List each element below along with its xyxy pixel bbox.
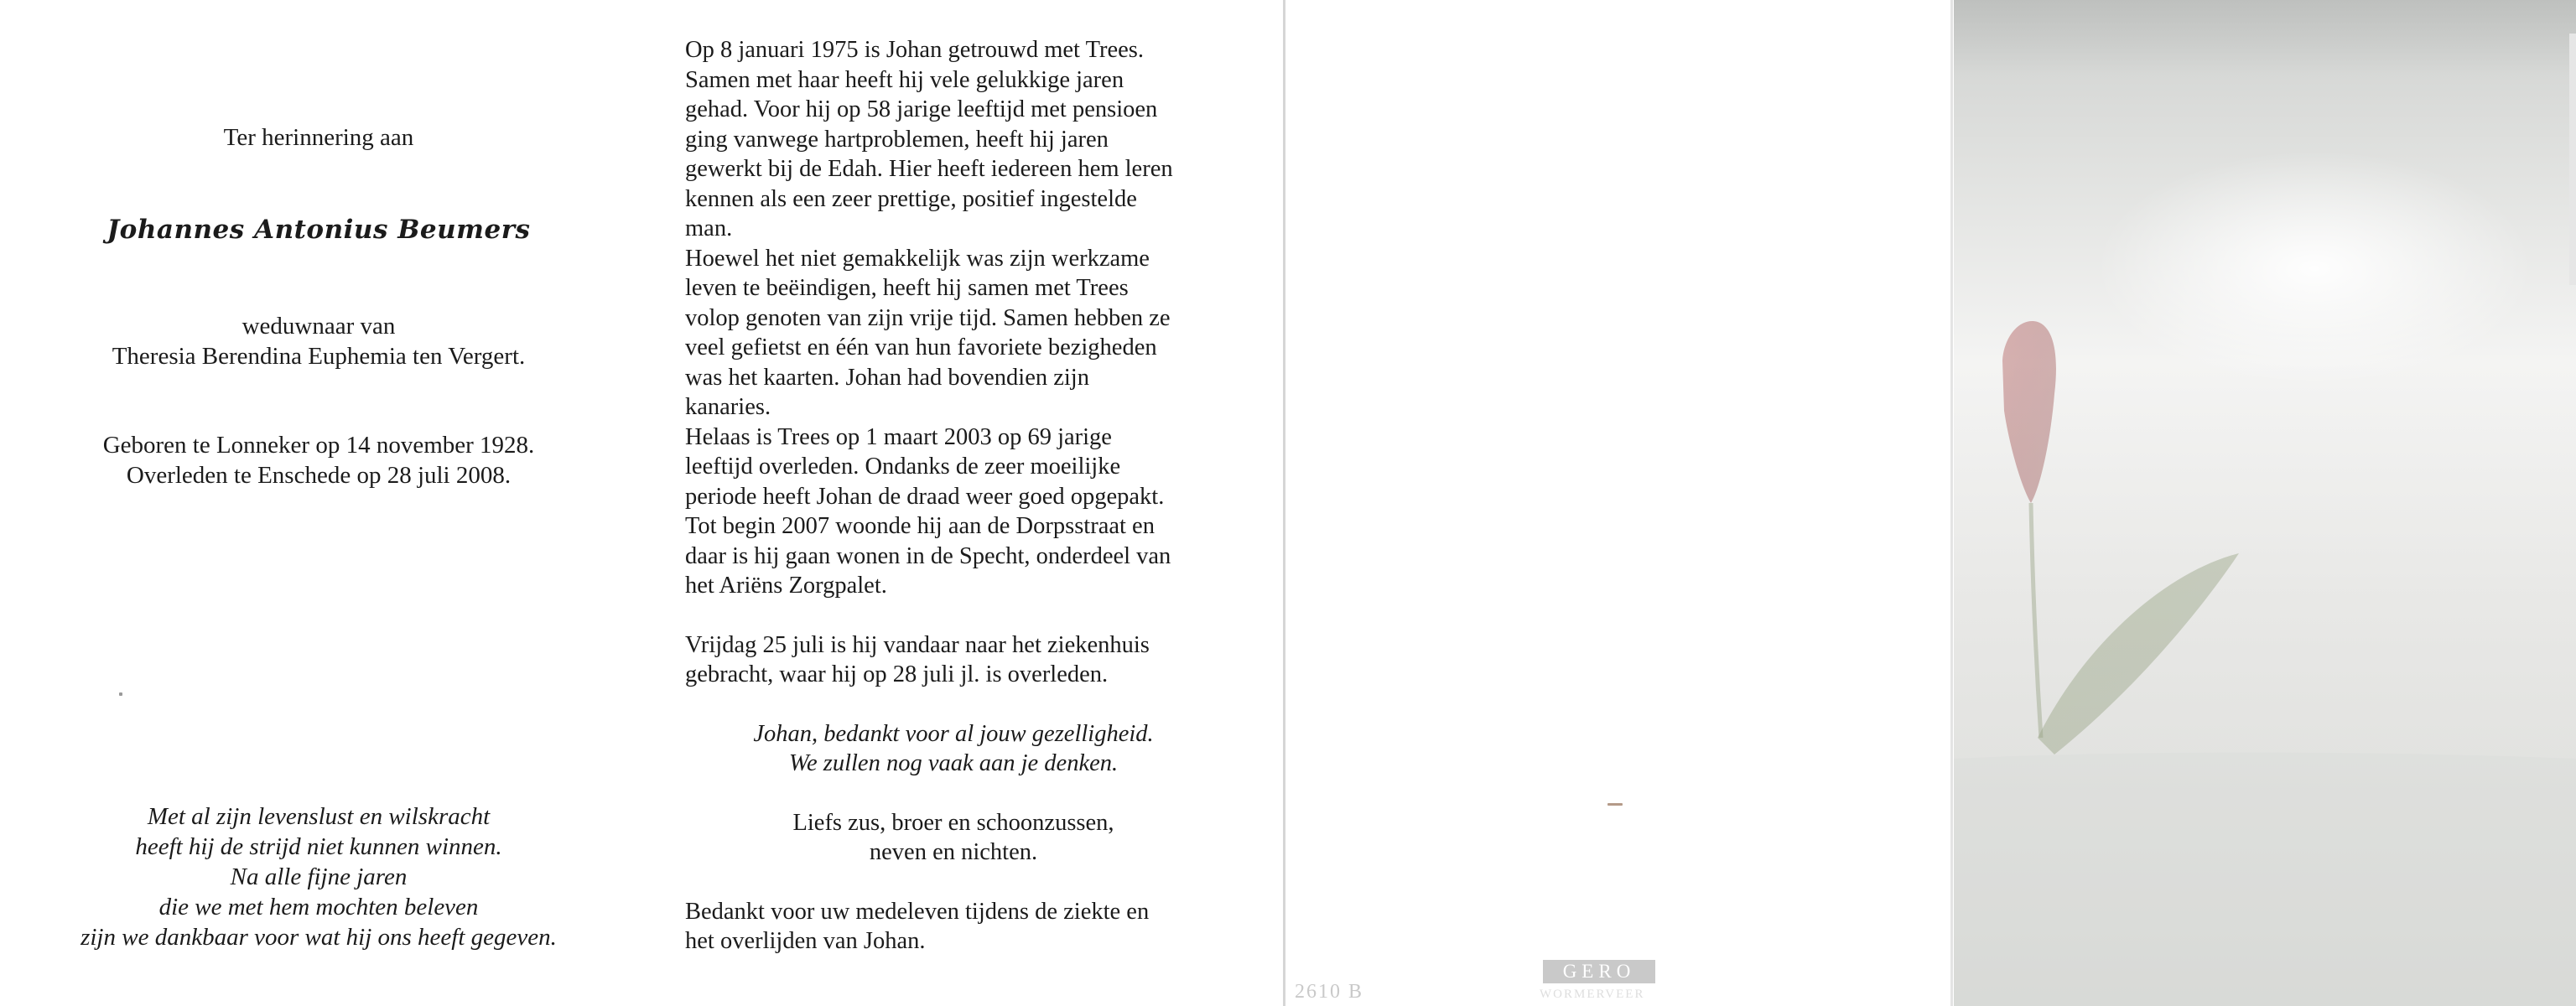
tulip-leaf [2038,553,2239,754]
story-line: gehad. Voor hij op 58 jarige leeftijd met pensioen [685,96,1158,122]
thanks-line: We zullen nog vaak aan je denken. [788,750,1119,776]
story-line: leven te beëindigen, heeft hij samen met Trees [685,275,1129,301]
story-line: periode heeft Johan de draad weer goed opgepakt. [685,483,1165,510]
story-line: leeftijd overleden. Ondanks de zeer moeilijke [685,454,1121,480]
scan-speck [1607,803,1623,806]
printer-location: WORMERVEER [1540,988,1645,1001]
poem-line: Na alle fijne jaren [230,863,408,890]
back-panel [1283,0,1954,1006]
table-surface [1954,753,2576,1006]
story-line: kanaries. [685,394,771,420]
widow-label: weduwnaar van [242,313,396,340]
card-code: 2610 B [1295,981,1364,1003]
poem-line: die we met hem mochten beleven [158,894,479,920]
story-line: kennen als een zeer prettige, positief ingestelde [685,185,1137,212]
intro-line: Ter herinnering aan [223,124,414,151]
deceased-name: Johannes Antonius Beumers [106,215,531,245]
signature-line: Liefs zus, broer en schoonzussen, [792,809,1114,836]
tulip-illustration [1954,0,2576,1006]
signature-line: neven en nichten. [869,839,1038,865]
closing-line: Bedankt voor uw medeleven tijdens de ziekte en [685,898,1150,925]
story-line: veel gefietst en één van hun favoriete bezigheden [685,334,1157,360]
cover-photo [1954,0,2576,1006]
spouse-name: Theresia Berendina Euphemia ten Vergert. [112,343,526,370]
photo-edge [2569,34,2576,285]
birth-line: Geboren te Lonneker op 14 november 1928. [102,432,535,459]
poem-line: heeft hij de strijd niet kunnen winnen. [135,833,502,860]
printer-logo: GERO [1543,960,1655,983]
closing-line: het overlijden van Johan. [685,928,926,954]
story-line: was het kaarten. Johan had bovendien zijn [685,364,1089,391]
scan-speck [119,692,122,696]
story-line: man. [685,215,733,241]
story-line: volop genoten van zijn vrije tijd. Samen hebben ze [685,304,1171,331]
story-line: gewerkt bij de Edah. Hier heeft iedereen hem leren [685,156,1173,182]
thanks-message [685,719,1222,779]
death-line: Overleden te Enschede op 28 juli 2008. [126,462,512,489]
story-line: Samen met haar heeft hij vele gelukkige jaren [685,66,1124,93]
story-line: daar is hij gaan wonen in de Specht, onderdeel van [685,542,1171,569]
poem-line: zijn we dankbaar voor wat hij ons heeft gegeven. [80,924,557,951]
tulip-petal [2002,321,2056,503]
story-line: Helaas is Trees op 1 maart 2003 op 69 jarige [685,423,1112,450]
thanks-line: Johan, bedankt voor al jouw gezelligheid. [753,720,1154,747]
story-line: ging vanwege hartproblemen, heeft hij jaren [685,126,1109,153]
tulip-stem [2031,503,2041,738]
story-line: Hoewel het niet gemakkelijk was zijn werkzame [685,245,1150,272]
family-signature [685,808,1222,868]
story-line: Op 8 januari 1975 is Johan getrouwd met Trees. [685,37,1144,63]
story-line: het Ariëns Zorgpalet. [685,573,887,599]
poem [0,801,637,952]
story-line: Tot begin 2007 woonde hij aan de Dorpsstraat en [685,513,1155,539]
story-line: Vrijdag 25 juli is hij vandaar naar het ziekenhuis [685,631,1150,658]
life-story [685,35,1272,957]
poem-line: Met al zijn levenslust en wilskracht [147,803,491,830]
left-card-panel [0,0,637,1006]
story-line: gebracht, waar hij op 28 juli jl. is overleden. [685,661,1109,687]
